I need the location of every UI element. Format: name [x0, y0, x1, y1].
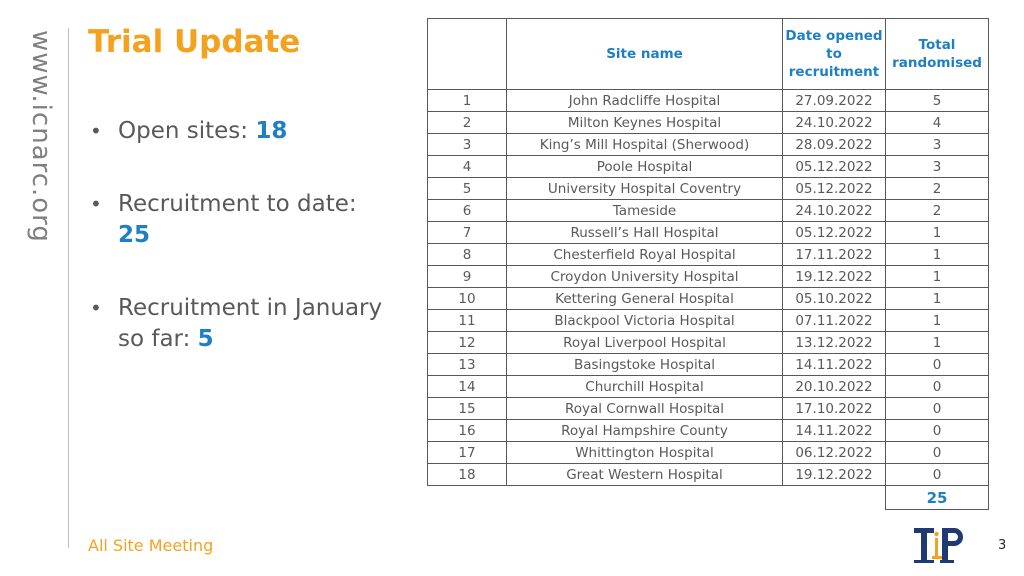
cell-site-name: King’s Mill Hospital (Sherwood): [507, 134, 783, 156]
cell-date-opened: 20.10.2022: [783, 376, 886, 398]
cell-number: 7: [428, 222, 507, 244]
cell-date-opened: 05.12.2022: [783, 178, 886, 200]
cell-total: 3: [886, 156, 989, 178]
table-body: [428, 90, 989, 510]
cell-date-opened: 07.11.2022: [783, 310, 886, 332]
bullet-value: 5: [197, 326, 214, 352]
cell-site-name: John Radcliffe Hospital: [507, 90, 783, 112]
cell-total: 3: [886, 134, 989, 156]
cell-number: 15: [428, 398, 507, 420]
header-total-randomised: Total randomised: [886, 19, 989, 90]
table-row: [428, 222, 989, 244]
bullet-open-sites: [88, 116, 388, 147]
cell-site-name: Royal Cornwall Hospital: [507, 398, 783, 420]
cell-total: 1: [886, 222, 989, 244]
cell-site-name: Basingstoke Hospital: [507, 354, 783, 376]
table-total-row: [428, 486, 989, 510]
cell-date-opened: 05.12.2022: [783, 222, 886, 244]
cell-total: 0: [886, 354, 989, 376]
cell-site-name: Chesterfield Royal Hospital: [507, 244, 783, 266]
cell-number: 18: [428, 464, 507, 486]
cell-total: 0: [886, 442, 989, 464]
table-row: [428, 266, 989, 288]
cell-site-name: Croydon University Hospital: [507, 266, 783, 288]
table-row: [428, 156, 989, 178]
table-row: [428, 354, 989, 376]
cell-number: 1: [428, 90, 507, 112]
bullet-recruitment-to-date: [88, 189, 388, 251]
cell-number: 6: [428, 200, 507, 222]
cell-site-name: Milton Keynes Hospital: [507, 112, 783, 134]
cell-site-name: Russell’s Hall Hospital: [507, 222, 783, 244]
cell-total: 1: [886, 288, 989, 310]
cell-number: 14: [428, 376, 507, 398]
footer-text: All Site Meeting: [88, 536, 214, 555]
table-row: [428, 442, 989, 464]
cell-number: 11: [428, 310, 507, 332]
cell-site-name: Whittington Hospital: [507, 442, 783, 464]
cell-site-name: Kettering General Hospital: [507, 288, 783, 310]
table-row: [428, 90, 989, 112]
cell-total: 4: [886, 112, 989, 134]
cell-number: 8: [428, 244, 507, 266]
table-row: [428, 398, 989, 420]
bullet-value: 25: [118, 222, 151, 248]
table-row: [428, 464, 989, 486]
blank-cell: [428, 486, 507, 510]
cell-number: 10: [428, 288, 507, 310]
cell-total: 1: [886, 310, 989, 332]
cell-site-name: Blackpool Victoria Hospital: [507, 310, 783, 332]
cell-date-opened: 05.10.2022: [783, 288, 886, 310]
cell-number: 4: [428, 156, 507, 178]
bullet-label: Open sites:: [118, 118, 256, 144]
header-date-opened: Date opened to recruitment: [783, 19, 886, 90]
cell-site-name: Churchill Hospital: [507, 376, 783, 398]
cell-total: 0: [886, 464, 989, 486]
vertical-divider: [68, 28, 69, 548]
cell-total: 0: [886, 420, 989, 442]
header-number: [428, 19, 507, 90]
cell-date-opened: 14.11.2022: [783, 354, 886, 376]
cell-total: 0: [886, 398, 989, 420]
cell-number: 3: [428, 134, 507, 156]
bullet-label: Recruitment to date:: [118, 191, 357, 217]
page-number: 3: [998, 538, 1007, 553]
cell-total: 1: [886, 266, 989, 288]
bullet-value: 18: [255, 118, 288, 144]
table-row: [428, 178, 989, 200]
table-row: [428, 134, 989, 156]
cell-date-opened: 17.11.2022: [783, 244, 886, 266]
cell-total: 5: [886, 90, 989, 112]
cell-site-name: Great Western Hospital: [507, 464, 783, 486]
cell-site-name: Tameside: [507, 200, 783, 222]
cell-date-opened: 05.12.2022: [783, 156, 886, 178]
cell-date-opened: 19.12.2022: [783, 266, 886, 288]
cell-total: 1: [886, 244, 989, 266]
site-recruitment-table: [427, 18, 989, 510]
cell-site-name: Royal Liverpool Hospital: [507, 332, 783, 354]
table-row: [428, 420, 989, 442]
bullet-label: Recruitment in January so far:: [118, 295, 383, 352]
cell-number: 16: [428, 420, 507, 442]
cell-date-opened: 19.12.2022: [783, 464, 886, 486]
cell-date-opened: 13.12.2022: [783, 332, 886, 354]
table-row: [428, 288, 989, 310]
blank-cell: [783, 486, 886, 510]
cell-number: 9: [428, 266, 507, 288]
cell-date-opened: 28.09.2022: [783, 134, 886, 156]
cell-number: 17: [428, 442, 507, 464]
table-row: [428, 200, 989, 222]
cell-total: 1: [886, 332, 989, 354]
cell-total: 2: [886, 200, 989, 222]
slide-title: Trial Update: [88, 24, 301, 60]
total-randomised-sum: 25: [886, 486, 989, 510]
site-table-container: [427, 18, 989, 510]
cell-site-name: Poole Hospital: [507, 156, 783, 178]
cell-number: 2: [428, 112, 507, 134]
cell-date-opened: 24.10.2022: [783, 112, 886, 134]
header-site-name: Site name: [507, 19, 783, 90]
cell-number: 5: [428, 178, 507, 200]
cell-date-opened: 14.11.2022: [783, 420, 886, 442]
cell-date-opened: 06.12.2022: [783, 442, 886, 464]
cell-date-opened: 24.10.2022: [783, 200, 886, 222]
bullet-recruitment-january: [88, 293, 388, 355]
table-row: [428, 244, 989, 266]
blank-cell: [507, 486, 783, 510]
website-url: www.icnarc.org: [26, 30, 56, 243]
table-header-row: [428, 19, 989, 90]
table-row: [428, 310, 989, 332]
table-row: [428, 332, 989, 354]
cell-site-name: University Hospital Coventry: [507, 178, 783, 200]
cell-number: 13: [428, 354, 507, 376]
summary-bullets: [88, 116, 388, 355]
table-row: [428, 112, 989, 134]
cell-date-opened: 17.10.2022: [783, 398, 886, 420]
cell-total: 2: [886, 178, 989, 200]
cell-site-name: Royal Hampshire County: [507, 420, 783, 442]
cell-total: 0: [886, 376, 989, 398]
tip-trial-logo: [912, 524, 968, 566]
cell-number: 12: [428, 332, 507, 354]
table-row: [428, 376, 989, 398]
cell-date-opened: 27.09.2022: [783, 90, 886, 112]
